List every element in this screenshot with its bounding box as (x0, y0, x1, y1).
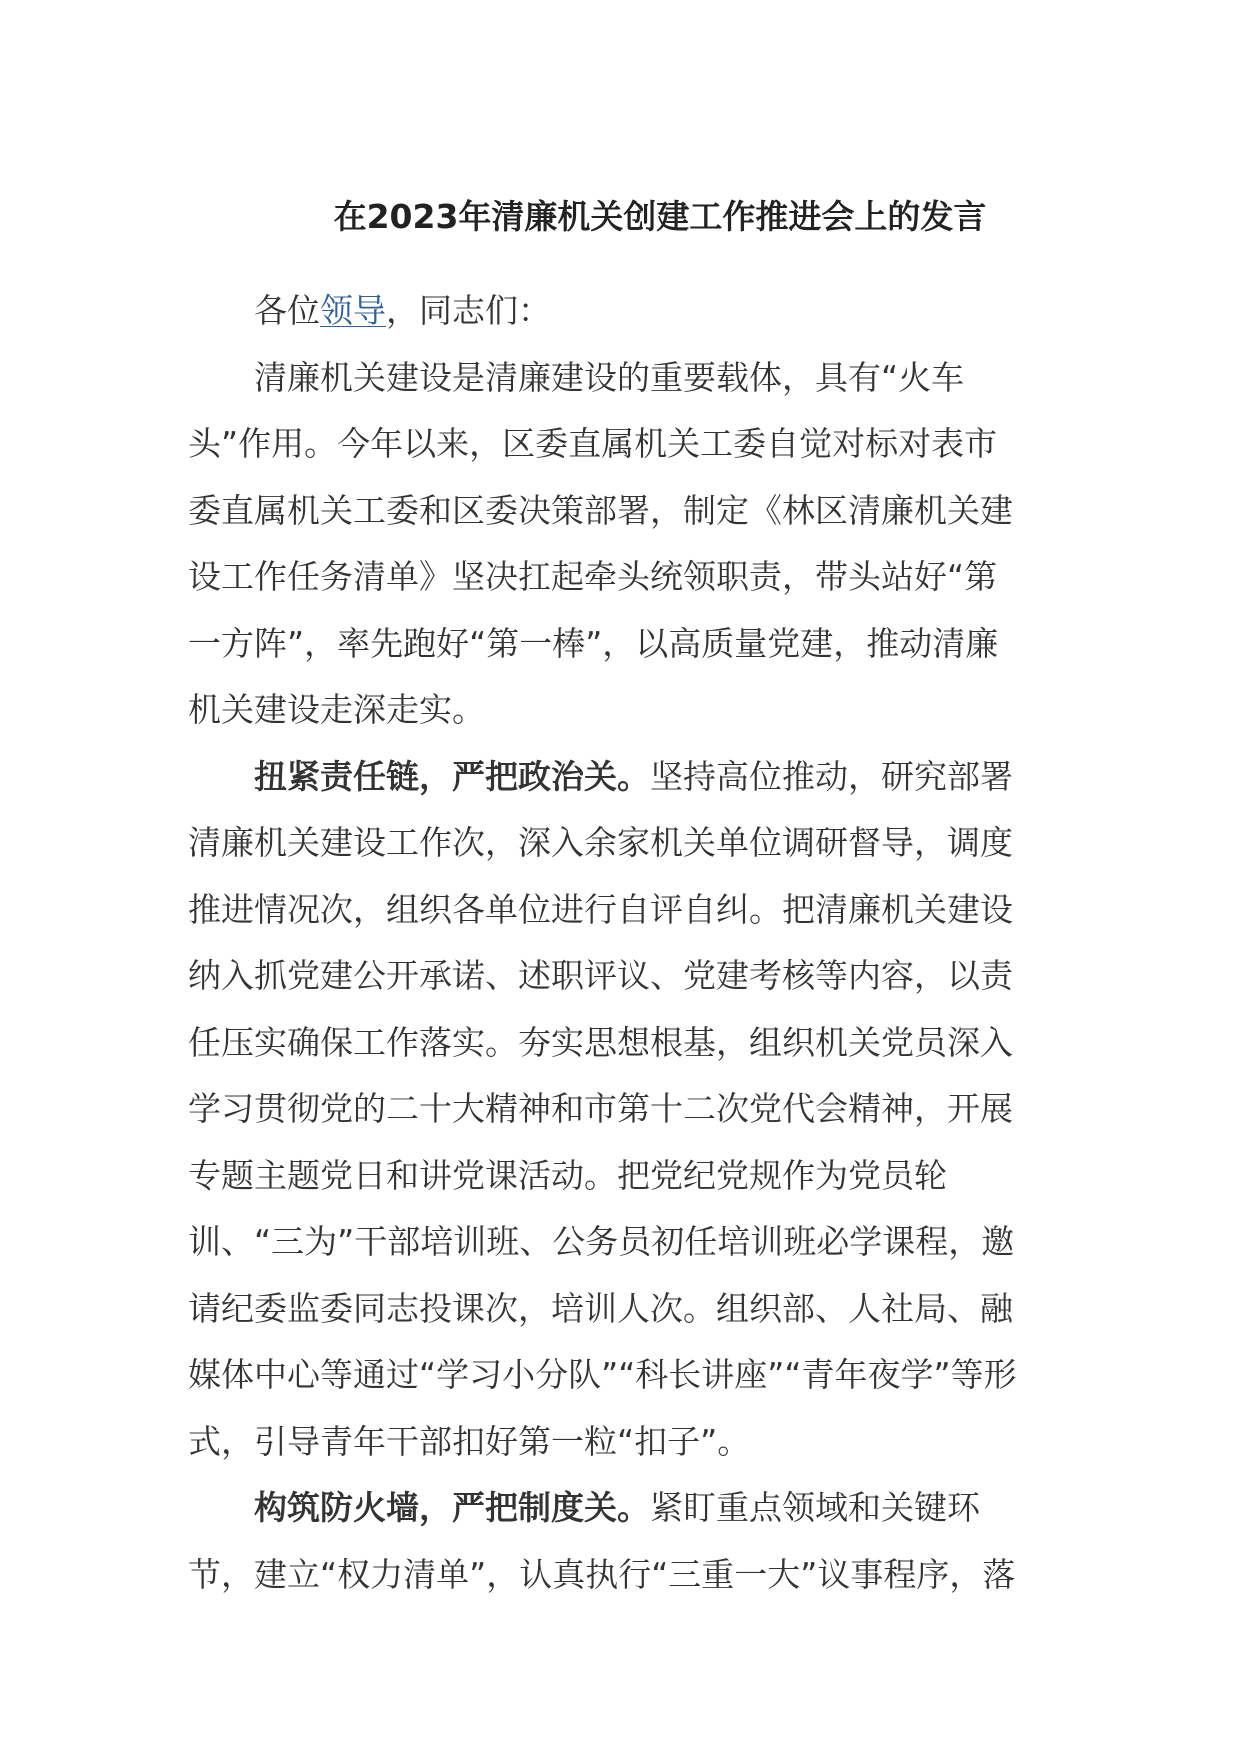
paragraph-firewall (188, 1475, 1028, 1608)
paragraph-intro (188, 345, 1028, 744)
paragraph-intro-text: 清廉机关建设是清廉建设的重要载体，具有“火车头”作用。今年以来，区委直属机关工委自觉对标对表市委直属机关工委和区委决策部署，制定《林区清廉机关建设工作任务清单》坚决扛起牵头统领职责，带头站好“第一方阵”，率先跑好“第一棒”，以高质量党建，推动清廉机关建设走深走实。 (188, 357, 1013, 729)
greeting (188, 278, 1028, 345)
greeting-suffix: ，同志们： (386, 291, 551, 330)
document-body (188, 278, 1028, 1608)
paragraph-responsibility-text: 坚持高位推动，研究部署清廉机关建设工作次，深入余家机关单位调研督导，调度推进情况次，组织各单位进行自评自纠。把清廉机关建设纳入抓党建公开承诺、述职评议、党建考核等内容，以责任压实确保工作落实。夯实思想根基，组织机关党员深入学习贯彻党的二十大精神和市第十二次党代会精神，开展专题主题党日和讲党课活动。把党纪党规作为党员轮训、“三为”干部培训班、公务员初任培训班必学课程，邀请纪委监委同志投课次，培训人次。组织部、人社局、融媒体中心等通过“学习小分队”“科长讲座”“青年夜学”等形式，引导青年干部扣好第一粒“扣子”。 (188, 756, 1017, 1461)
paragraph-responsibility-heading: 扭紧责任链，严把政治关。 (254, 756, 650, 796)
leaders-link[interactable]: 领导 (320, 291, 386, 330)
paragraph-firewall-text: 紧盯重点领域和关键环节，建立“权力清单”，认真执行“三重一大”议事程序，落 (188, 1488, 1016, 1594)
document-title: 在2023年清廉机关创建工作推进会上的发言 (333, 197, 987, 236)
paragraph-firewall-heading: 构筑防火墙，严把制度关。 (254, 1488, 650, 1527)
greeting-prefix: 各位 (254, 291, 320, 330)
paragraph-responsibility (188, 744, 1028, 1476)
